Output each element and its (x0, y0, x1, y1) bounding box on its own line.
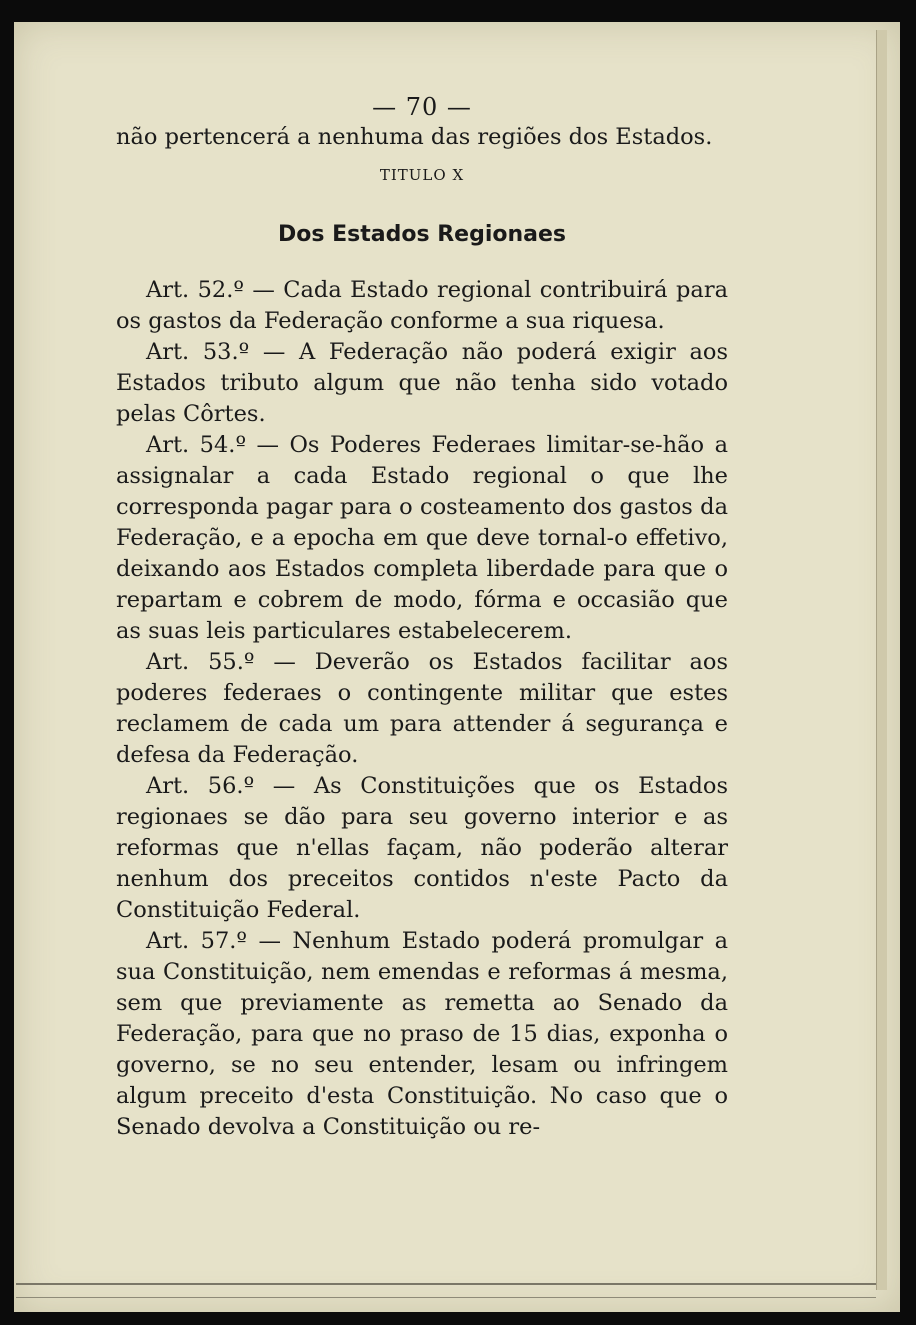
page-text (116, 92, 728, 1143)
intro-paragraph: não pertencerá a nenhuma das regiões dos Estados. (116, 124, 713, 150)
article-55: Art. 55.º — Deverão os Estados facilitar aos poderes federaes o contingente militar que estes reclamem de cada um para attender á segurança e defesa da Federação. (116, 649, 728, 768)
article-52: Art. 52.º — Cada Estado regional contribuirá para os gastos da Federação conforme a sua riquesa. (116, 277, 728, 334)
bottom-rule-secondary (16, 1297, 876, 1298)
article-56: Art. 56.º — As Constituições que os Estados regionaes se dão para seu governo interior e as reformas que n'ellas façam, não poderão alterar nenhum dos preceitos contidos n'este Pacto da Constituição Federal. (116, 773, 728, 923)
article-54: Art. 54.º — Os Poderes Federaes limitar-se-hão a assignalar a cada Estado regional o que lhe corresponda pagar para o costeamento dos gastos da Federação, e a epocha em que deve tornal-o effetivo, deixando aos Estados completa liberdade para que o repartam e cobrem de modo, fórma e occasião que as suas leis particulares estabelecerem. (116, 432, 728, 644)
page-number: — 70 — (372, 93, 472, 121)
article-57: Art. 57.º — Nenhum Estado poderá promulgar a sua Constituição, nem emendas e reformas á mesma, sem que previamente as remetta ao Senado da Federação, para que no praso de 15 dias, exponha o governo, se no seu entender, lesam ou infringem algum preceito d'esta Constituição. No caso que o Senado devolva a Constituição ou re- (116, 928, 728, 1140)
page-edge (876, 30, 887, 1290)
section-heading: Dos Estados Regionaes (277, 222, 567, 247)
article-53: Art. 53.º — A Federação não poderá exigir aos Estados tributo algum que não tenha sido votado pelas Côrtes. (116, 339, 728, 427)
bottom-rule (16, 1283, 876, 1285)
title-label: TITULO X (379, 166, 465, 184)
